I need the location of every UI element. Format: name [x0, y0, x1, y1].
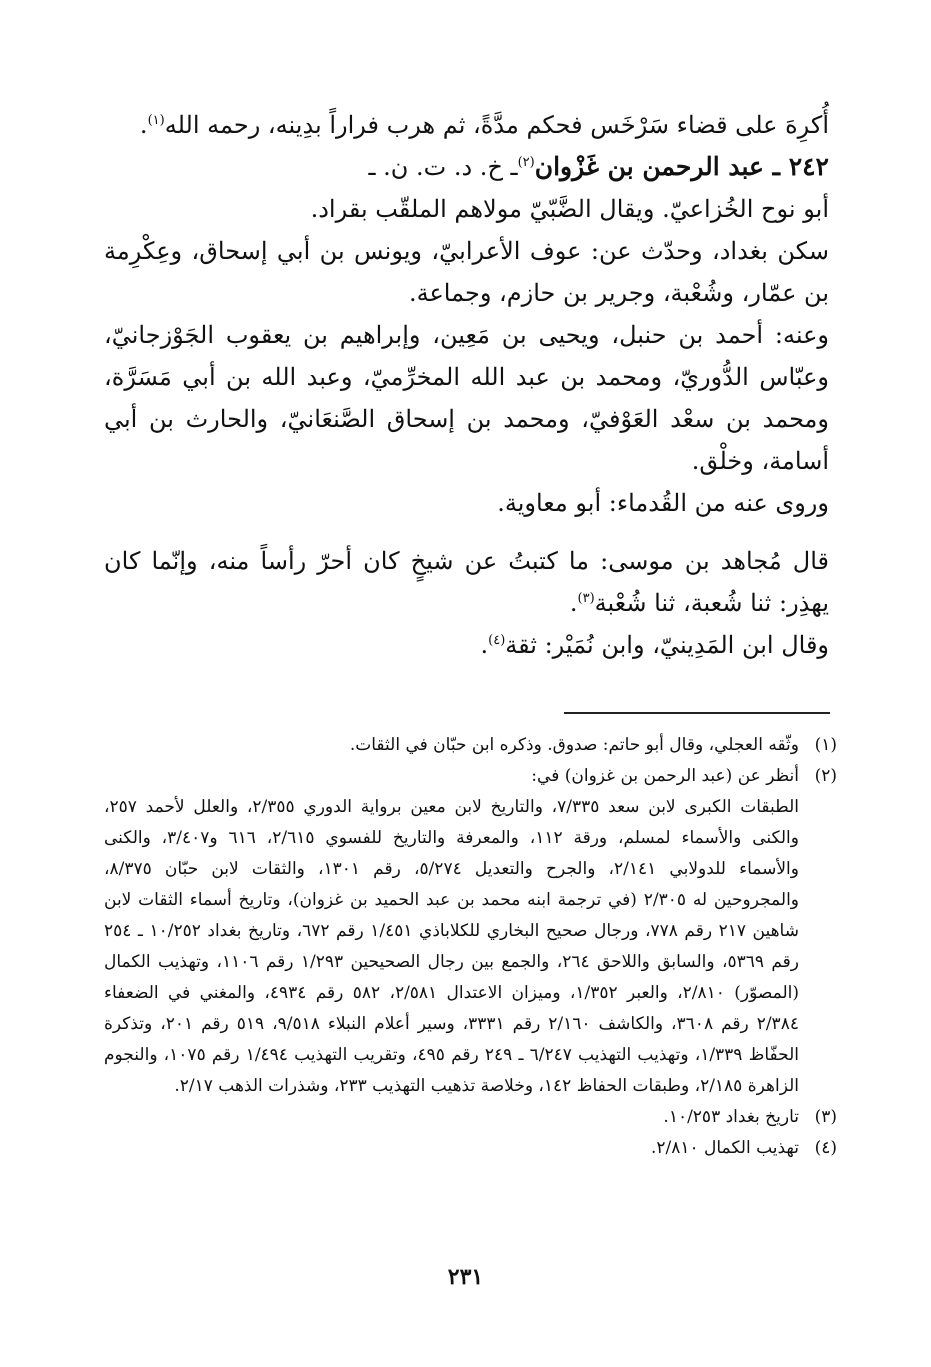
footnote-2 — [104, 761, 837, 792]
footnote-divider — [564, 712, 830, 714]
main-text — [104, 104, 829, 666]
footnote-text: تهذيب الكمال ٢/٨١٠. — [650, 1138, 799, 1158]
mujahid-paragraph: قال مُجاهد بن موسى: ما كتبتُ عن شيخٍ كان أحرّ رأساً منه، وإنّما كان يهذِر: ثنا شُعبة، ثنا شُعْبة$^{(٣)}$. — [104, 547, 829, 617]
entry-heading — [104, 146, 829, 188]
footnote-ref-2[interactable]: (٢) — [517, 155, 535, 170]
footnote-number: (٤) — [814, 1138, 837, 1158]
footnote-3 — [104, 1102, 837, 1133]
footnote-ref-1[interactable]: (١) — [147, 113, 165, 128]
kunya-paragraph: أبو نوح الخُزاعيّ. ويقال الضَّبّيّ مولاهم الملقّب بقراد. — [310, 195, 829, 223]
footnote-text: أنظر عن (عبد الرحمن بن غزوان) في: — [531, 766, 799, 786]
madini-paragraph: وقال ابن المَدِينيّ، وابن نُمَيْر: ثقة$^{(٤)}$. — [480, 631, 829, 659]
page-number: ٢٣١ — [447, 1264, 484, 1290]
footnote-4 — [104, 1133, 837, 1164]
entry-title: ٢٤٢ ـ عبد الرحمن بن غَزْوان — [534, 152, 829, 181]
early-narrators-paragraph: وروى عنه من القُدماء: أبو معاوية. — [497, 489, 829, 517]
footnote-number: (١) — [814, 735, 837, 755]
opening-line: أُكرِهَ على قضاء سَرْخَس فحكم مدَّةً، ثم هرب فراراً بدِينه، رحمه الله$^{(١)}$. — [139, 111, 829, 139]
residence-paragraph: سكن بغداد، وحدّث عن: عوف الأعرابيّ، ويونس بن أبي إسحاق، وعِكْرِمة بن عمّار، وشُعْبة، وجرير بن حازم، وجماعة. — [104, 237, 829, 307]
footnote-1 — [104, 730, 837, 761]
footnote-ref-3[interactable]: (٣) — [577, 591, 595, 606]
footnote-number: (٢) — [814, 766, 837, 786]
footnote-ref-4[interactable]: (٤) — [488, 633, 506, 648]
footnote-2-sources: الطبقات الكبرى لابن سعد ٧/٣٣٥، والتاريخ لابن معين برواية الدوري ٢/٣٥٥، والعلل لأحمد ٢٥٧، والكنى والأسماء لمسلم، ورقة ١١٢، والمعرفة والتاريخ للفسوي ٢/٦١٥، ٦١٦ و٣/٤٠٧، والكنى والأسماء للدولابي ٢/١٤١، والجرح والتعديل ٥/٢٧٤، رقم ١٣٠١، والثقات لابن حبّان ٨/٣٧٥، والمجروحين له ٢/٣٠٥ (في ترجمة ابنه محمد بن عبد الحميد بن غزوان)، وتاريخ أسماء الثقات لابن شاهين ٢١٧ رقم ٧٧٨، ورجال صحيح البخاري للكلاباذي ١/٤٥١ رقم ٦٧٢، وتاريخ بغداد ١٠/٢٥٢ ـ ٢٥٤ رقم ٥٣٦٩، والسابق واللاحق ٢٦٤، والجمع بين رجال الصحيحين ١/٢٩٣ رقم ١١٠٦، وتهذيب الكمال (المصوّر) ٢/٨١٠، والعبر ١/٣٥٢، وميزان الاعتدال ٢/٥٨١، ٥٨٢ رقم ٤٩٣٤، والمغني في الضعفاء ٢/٣٨٤ رقم ٣٦٠٨، والكاشف ٢/١٦٠ رقم ٣٣٣١، وسير أعلام النبلاء ٩/٥١٨، ٥١٩ رقم ٢٠١، وتذكرة الحفّاظ ١/٣٣٩، وتهذيب التهذيب ٦/٢٤٧ ـ ٢٤٩ رقم ٤٩٥، وتقريب التهذيب ١/٤٩٤ رقم ١٠٧٥، والنجوم الزاهرة ٢/١٨٥، وطبقات الحفاظ ١٤٢، وخلاصة تذهيب التهذيب ٢٣٣، وشذرات الذهب ٢/١٧. — [104, 797, 800, 1096]
students-paragraph: وعنه: أحمد بن حنبل، ويحيى بن مَعِين، وإبراهيم بن يعقوب الجَوْزجانيّ، وعبّاس الدُّوريّ، ومحمد بن عبد الله المخرِّميّ، وعبد الله بن أبي مَسَرَّة، ومحمد بن سعْد العَوْفيّ، ومحمد بن إسحاق الصَّنعَانيّ، والحارث بن أبي أسامة، وخلْق. — [104, 321, 829, 475]
entry-codes: ـ خ. د. ت. ن. ـ — [368, 153, 518, 181]
footnote-number: (٣) — [814, 1107, 837, 1127]
footnote-text: تاريخ بغداد ١٠/٢٥٣. — [663, 1107, 799, 1127]
footnote-text: وثّقه العجلي، وقال أبو حاتم: صدوق. وذكره ابن حبّان في الثقات. — [349, 735, 799, 755]
footnotes — [104, 730, 837, 1164]
